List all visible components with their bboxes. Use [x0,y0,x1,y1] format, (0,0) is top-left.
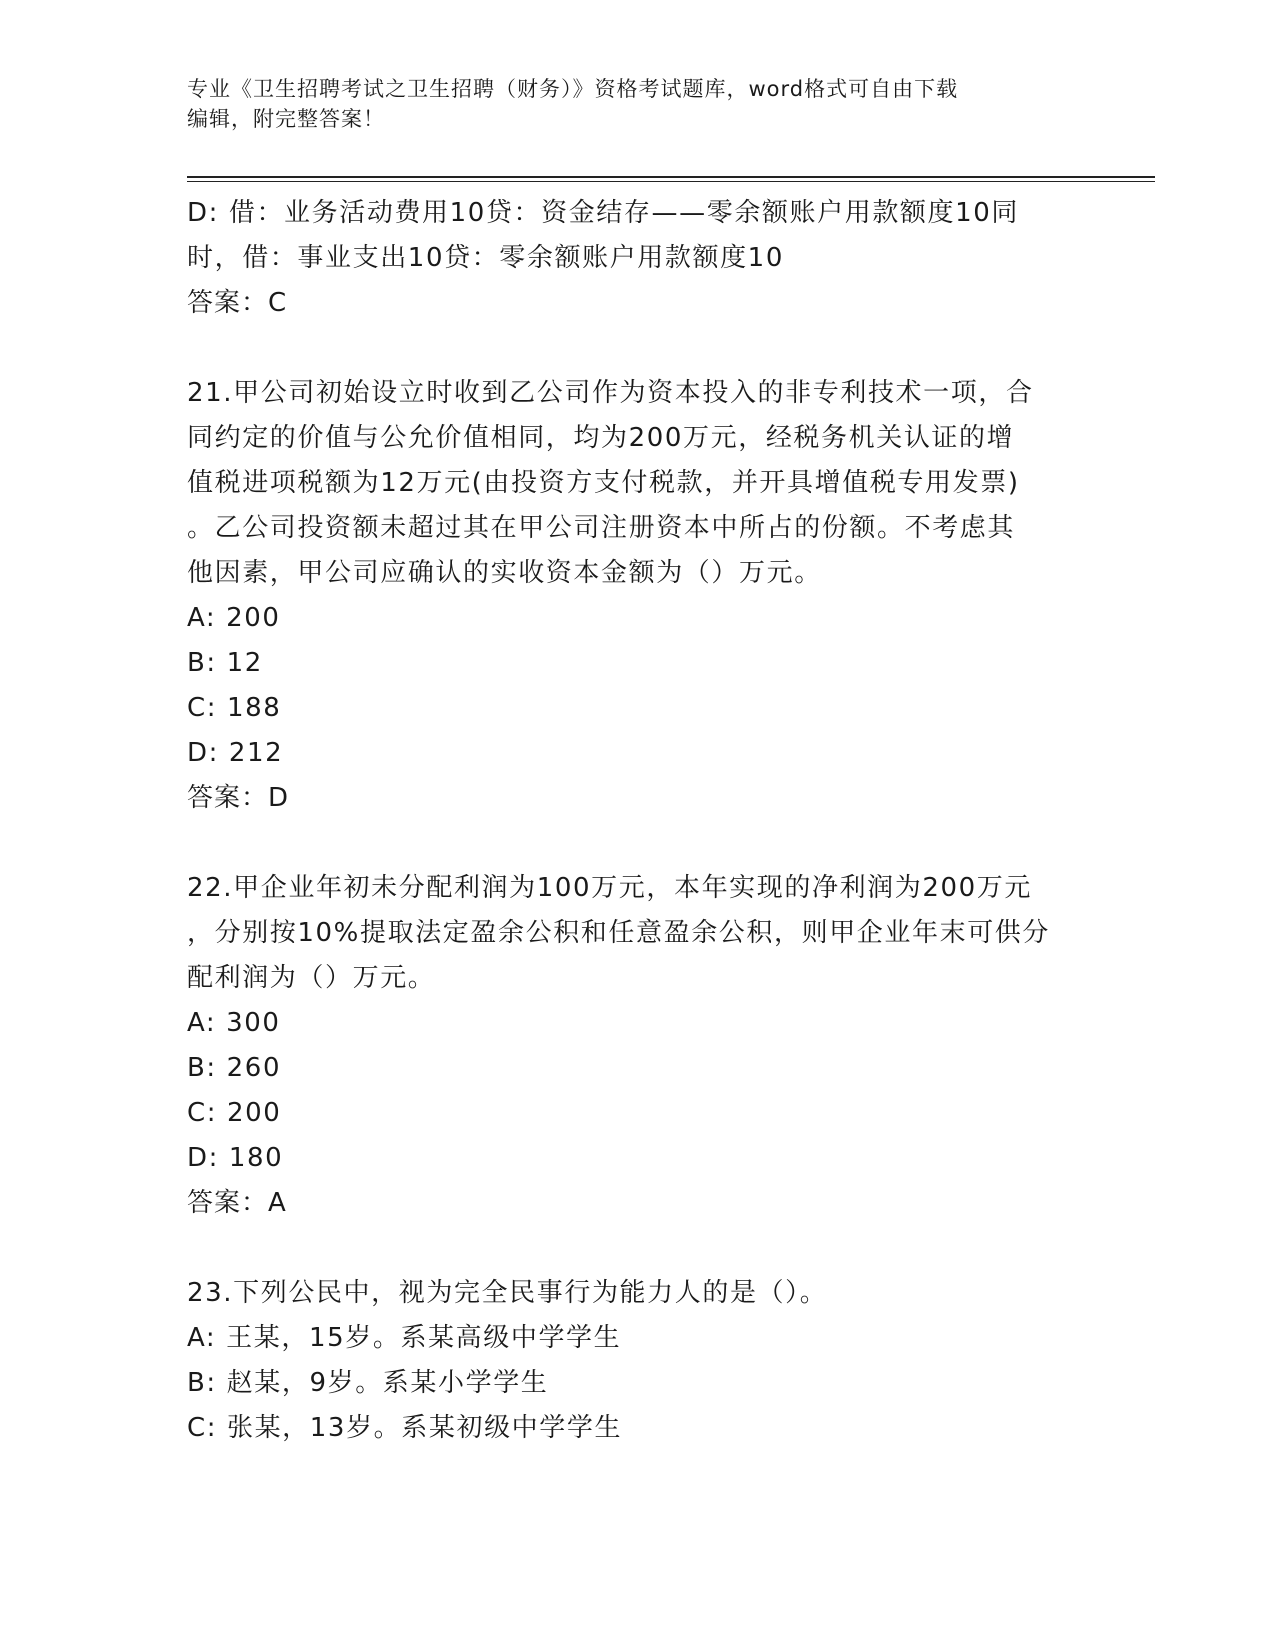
question-text-line: 21.甲公司初始设立时收到乙公司作为资本投入的非专利技术一项，合 [187,378,1034,408]
question-text-line: 22.甲企业年初未分配利润为100万元，本年实现的净利润为200万元 [187,873,1033,903]
spacer [187,821,1087,866]
question-text-line: 他因素，甲公司应确认的实收资本金额为（）万元。 [187,558,822,588]
option-c: C: 200 [187,1098,282,1128]
header-line-1: 专业《卫生招聘考试之卫生招聘（财务）》资格考试题库，word格式可自由下载 [187,77,959,101]
question-text-line: 23.下列公民中，视为完全民事行为能力人的是（）。 [187,1278,828,1308]
header-divider-thin [187,181,1155,182]
question-22 [187,866,1087,1226]
option-c: C: 张某，13岁。系某初级中学学生 [187,1413,623,1443]
option-b: B: 12 [187,648,263,678]
option-b: B: 赵某，9岁。系某小学学生 [187,1368,549,1398]
option-b: B: 260 [187,1053,282,1083]
option-a: A: 200 [187,603,281,633]
option-d: D: 212 [187,738,284,768]
option-d: D: 借：业务活动费用10贷：资金结存——零余额账户用款额度10同 [187,198,1020,228]
question-text-line: 值税进项税额为12万元(由投资方支付税款，并开具增值税专用发票) [187,468,1020,498]
option-a: A: 300 [187,1008,281,1038]
question-list [187,191,1087,1451]
document-header [187,74,1087,134]
answer: 答案：C [187,288,288,318]
question-21 [187,371,1087,821]
spacer [187,1226,1087,1271]
option-c: C: 188 [187,693,282,723]
question-23 [187,1271,1087,1451]
option-a: A: 王某，15岁。系某高级中学学生 [187,1323,622,1353]
answer: 答案：A [187,1188,287,1218]
answer: 答案：D [187,783,290,813]
question-text-line: 配利润为（）万元。 [187,963,436,993]
question-text-line: ，分别按10%提取法定盈余公积和任意盈余公积，则甲企业年末可供分 [187,918,1050,948]
spacer [187,326,1087,371]
header-divider-thick [187,176,1155,178]
question-text-line: 。乙公司投资额未超过其在甲公司注册资本中所占的份额。不考虑其 [187,513,1016,543]
option-d: D: 180 [187,1143,284,1173]
previous-question-tail [187,191,1087,326]
option-d-continued: 时，借：事业支出10贷：零余额账户用款额度10 [187,243,784,273]
question-text-line: 同约定的价值与公允价值相同，均为200万元，经税务机关认证的增 [187,423,1015,453]
header-line-2: 编辑，附完整答案！ [187,107,385,131]
